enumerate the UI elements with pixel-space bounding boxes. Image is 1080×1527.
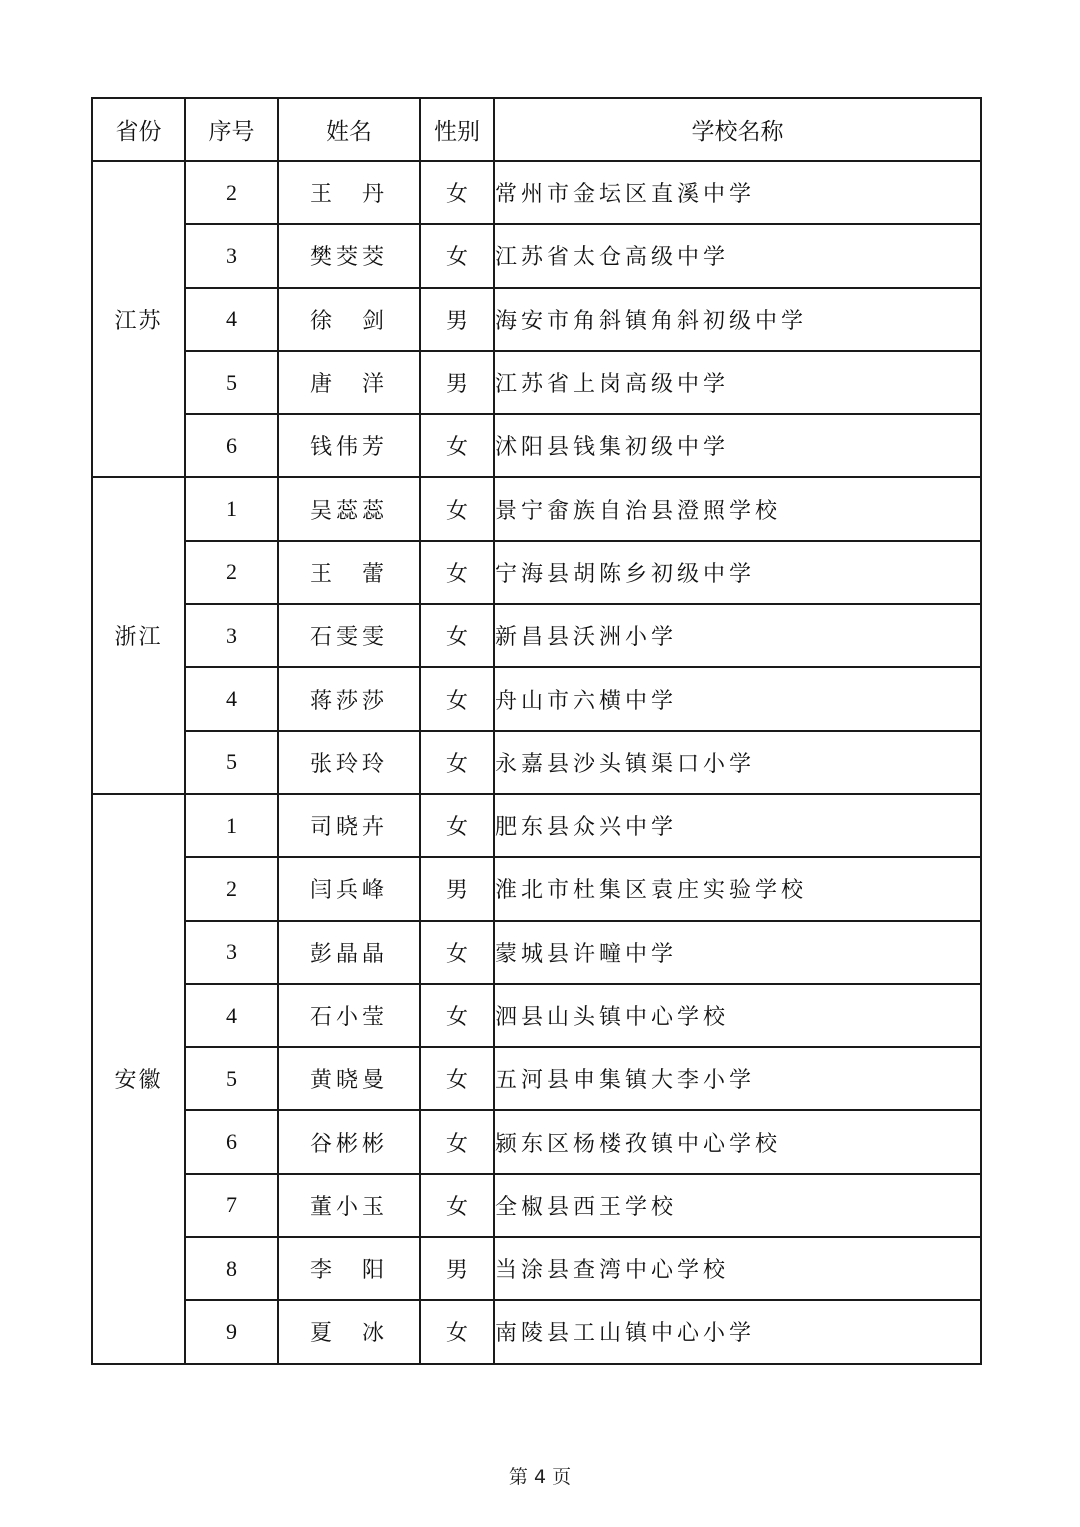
table-row xyxy=(92,731,981,794)
name-cell: 夏 冰 xyxy=(278,1300,420,1363)
table-row xyxy=(92,857,981,920)
name-cell: 石小莹 xyxy=(278,984,420,1047)
name-cell: 李 阳 xyxy=(278,1237,420,1300)
table-row xyxy=(92,1237,981,1300)
name-cell: 黄晓曼 xyxy=(278,1047,420,1110)
school-cell: 全椒县西王学校 xyxy=(494,1174,981,1237)
header-province: 省份 xyxy=(92,98,185,161)
name-cell: 闫兵峰 xyxy=(278,857,420,920)
number-cell: 7 xyxy=(185,1174,278,1237)
name-cell: 董小玉 xyxy=(278,1174,420,1237)
school-cell: 肥东县众兴中学 xyxy=(494,794,981,857)
table-row xyxy=(92,541,981,604)
province-cell: 安徽 xyxy=(92,794,185,1364)
header-school: 学校名称 xyxy=(494,98,981,161)
number-cell: 4 xyxy=(185,288,278,351)
gender-cell: 女 xyxy=(420,1174,494,1237)
table-row xyxy=(92,794,981,857)
number-cell: 8 xyxy=(185,1237,278,1300)
school-cell: 海安市角斜镇角斜初级中学 xyxy=(494,288,981,351)
school-cell: 沭阳县钱集初级中学 xyxy=(494,414,981,477)
number-cell: 5 xyxy=(185,731,278,794)
school-cell: 颍东区杨楼孜镇中心学校 xyxy=(494,1110,981,1173)
page-number: 第 4 页 xyxy=(508,1466,572,1488)
number-cell: 4 xyxy=(185,667,278,730)
school-cell: 江苏省上岗高级中学 xyxy=(494,351,981,414)
school-cell: 景宁畲族自治县澄照学校 xyxy=(494,477,981,540)
name-cell: 谷彬彬 xyxy=(278,1110,420,1173)
number-cell: 1 xyxy=(185,794,278,857)
name-cell: 徐 剑 xyxy=(278,288,420,351)
name-cell: 王 蕾 xyxy=(278,541,420,604)
name-cell: 蒋莎莎 xyxy=(278,667,420,730)
school-cell: 泗县山头镇中心学校 xyxy=(494,984,981,1047)
header-row xyxy=(92,98,981,161)
number-cell: 5 xyxy=(185,1047,278,1110)
number-cell: 3 xyxy=(185,224,278,287)
gender-cell: 女 xyxy=(420,541,494,604)
number-cell: 9 xyxy=(185,1300,278,1363)
gender-cell: 女 xyxy=(420,604,494,667)
gender-cell: 女 xyxy=(420,731,494,794)
header-name: 姓名 xyxy=(278,98,420,161)
gender-cell: 男 xyxy=(420,288,494,351)
number-cell: 2 xyxy=(185,161,278,224)
number-cell: 3 xyxy=(185,921,278,984)
school-cell: 常州市金坛区直溪中学 xyxy=(494,161,981,224)
number-cell: 2 xyxy=(185,857,278,920)
province-cell: 浙江 xyxy=(92,477,185,793)
table-row xyxy=(92,921,981,984)
name-cell: 司晓卉 xyxy=(278,794,420,857)
school-cell: 淮北市杜集区袁庄实验学校 xyxy=(494,857,981,920)
name-cell: 钱伟芳 xyxy=(278,414,420,477)
number-cell: 4 xyxy=(185,984,278,1047)
school-cell: 蒙城县许疃中学 xyxy=(494,921,981,984)
gender-cell: 女 xyxy=(420,667,494,730)
number-cell: 2 xyxy=(185,541,278,604)
gender-cell: 女 xyxy=(420,161,494,224)
province-cell: 江苏 xyxy=(92,161,185,477)
table-row xyxy=(92,414,981,477)
gender-cell: 女 xyxy=(420,1300,494,1363)
table-row xyxy=(92,667,981,730)
table-row xyxy=(92,224,981,287)
number-cell: 1 xyxy=(185,477,278,540)
gender-cell: 女 xyxy=(420,477,494,540)
name-cell: 吴蕊蕊 xyxy=(278,477,420,540)
name-cell: 张玲玲 xyxy=(278,731,420,794)
name-cell: 唐 洋 xyxy=(278,351,420,414)
gender-cell: 男 xyxy=(420,857,494,920)
table-row xyxy=(92,351,981,414)
gender-cell: 女 xyxy=(420,1047,494,1110)
school-cell: 新昌县沃洲小学 xyxy=(494,604,981,667)
name-cell: 彭晶晶 xyxy=(278,921,420,984)
name-cell: 石雯雯 xyxy=(278,604,420,667)
gender-cell: 女 xyxy=(420,794,494,857)
header-number: 序号 xyxy=(185,98,278,161)
name-cell: 王 丹 xyxy=(278,161,420,224)
table-row xyxy=(92,984,981,1047)
table-row xyxy=(92,288,981,351)
gender-cell: 女 xyxy=(420,984,494,1047)
table-row xyxy=(92,1110,981,1173)
number-cell: 6 xyxy=(185,414,278,477)
school-cell: 宁海县胡陈乡初级中学 xyxy=(494,541,981,604)
name-cell: 樊茭茭 xyxy=(278,224,420,287)
gender-cell: 女 xyxy=(420,1110,494,1173)
table-row xyxy=(92,161,981,224)
school-cell: 南陵县工山镇中心小学 xyxy=(494,1300,981,1363)
gender-cell: 女 xyxy=(420,414,494,477)
school-cell: 江苏省太仓高级中学 xyxy=(494,224,981,287)
gender-cell: 男 xyxy=(420,351,494,414)
gender-cell: 女 xyxy=(420,224,494,287)
school-cell: 五河县申集镇大李小学 xyxy=(494,1047,981,1110)
number-cell: 5 xyxy=(185,351,278,414)
gender-cell: 女 xyxy=(420,921,494,984)
school-cell: 永嘉县沙头镇渠口小学 xyxy=(494,731,981,794)
number-cell: 3 xyxy=(185,604,278,667)
gender-cell: 男 xyxy=(420,1237,494,1300)
school-cell: 当涂县查湾中心学校 xyxy=(494,1237,981,1300)
table-row xyxy=(92,477,981,540)
table-row xyxy=(92,1300,981,1363)
table-row xyxy=(92,604,981,667)
school-cell: 舟山市六横中学 xyxy=(494,667,981,730)
table-row xyxy=(92,1047,981,1110)
teacher-roster-table xyxy=(91,97,982,1365)
header-gender: 性别 xyxy=(420,98,494,161)
table-row xyxy=(92,1174,981,1237)
number-cell: 6 xyxy=(185,1110,278,1173)
